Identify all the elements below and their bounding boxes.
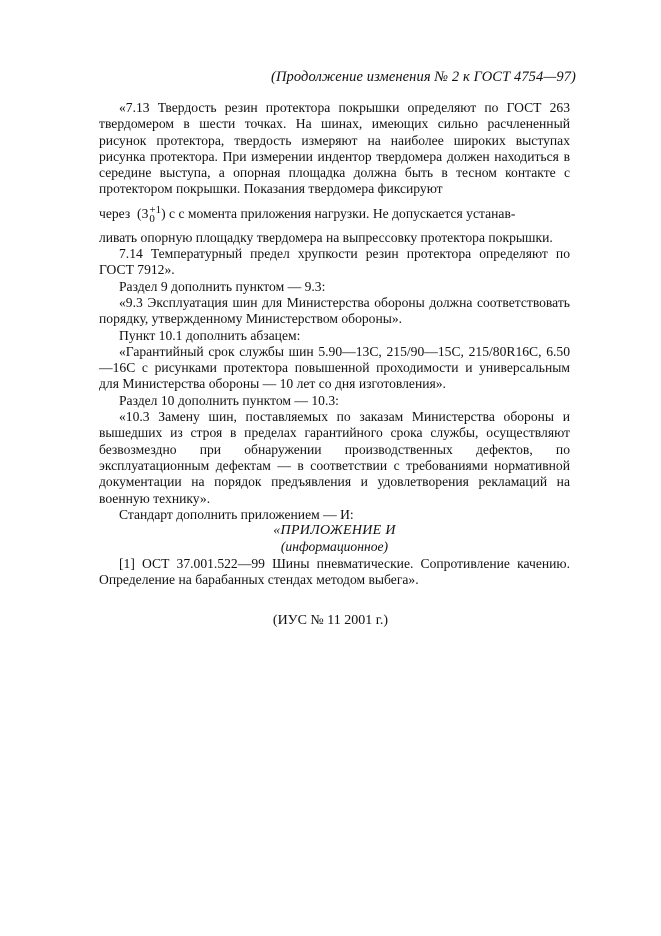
page-header: (Продолжение изменения № 2 к ГОСТ 4754—97) [271,69,576,85]
paragraph-reference-1: [1] ОСТ 37.001.522—99 Шины пневматические. Сопротивление качению. Определение на барабанных стендах методом выбега». [99,555,570,588]
document-body [99,100,570,588]
formula-line [99,204,570,224]
paragraph-7-13: «7.13 Твердость резин протектора покрышки определяют по ГОСТ 263 твердомером в шести точках. На шинах, имеющих сильно расчлененный рисунок протектора, твердость измеряют на наиболее широких выступах рисунка протектора. При измерении индентор твердомера должен находиться в середине выступа, а опорная площадка должна быть в тесном контакте с протектором покрышки. Показания твердомера фиксируют [99,100,570,197]
paragraph-section-9: Раздел 9 дополнить пунктом — 9.3: [119,278,326,294]
paragraph-7-14: 7.14 Температурный предел хрупкости резин протектора определяют по ГОСТ 7912». [99,246,570,278]
source-reference: (ИУС № 11 2001 г.) [272,613,389,628]
formula-prefix: через [99,205,131,221]
paragraph-9-3: «9.3 Эксплуатация шин для Министерства обороны должна соответствовать порядку, утвержденному Министерством обороны». [99,294,570,327]
appendix-title: «ПРИЛОЖЕНИЕ И [273,523,396,539]
paragraph-appendix-intro: Стандарт дополнить приложением — И: [119,506,354,522]
paragraph-10-3: «10.3 Замену шин, поставляемых по заказам Министерства обороны и вышедших из строя в пределах гарантийного срока службы, осуществляют безвозмездно при обнаружении производственных дефектов, по эксплуатационным дефектам — в соответствии с требованиями нормативной документации на порядок предъявления и удовлетворения рекламаций на военную технику». [99,409,570,506]
formula-suffix: с с момента приложения нагрузки. Не допускается устанав- [165,205,516,221]
formula-tolerance [149,203,162,225]
paragraph-warranty: «Гарантийный срок службы шин 5.90—13С, 215/90—15С, 215/80R16C, 6.50—16С с рисунками протектора повышенной проходимости и универсальным для Министерства обороны — 10 лет со дня изготовления». [99,343,570,392]
formula-sub: 0 [149,212,155,225]
paragraph-7-13-end: ливать опорную площадку твердомера на выпрессовку протектора покрышки. [99,229,553,245]
formula-sup: +1 [149,203,162,216]
paragraph-section-10: Раздел 10 дополнить пунктом — 10.3: [119,392,339,408]
paragraph-10-1: Пункт 10.1 дополнить абзацем: [119,327,301,343]
appendix-subtitle: (информационное) [280,539,389,555]
formula-close: ) [161,205,166,221]
formula-base: (3 [137,205,149,221]
